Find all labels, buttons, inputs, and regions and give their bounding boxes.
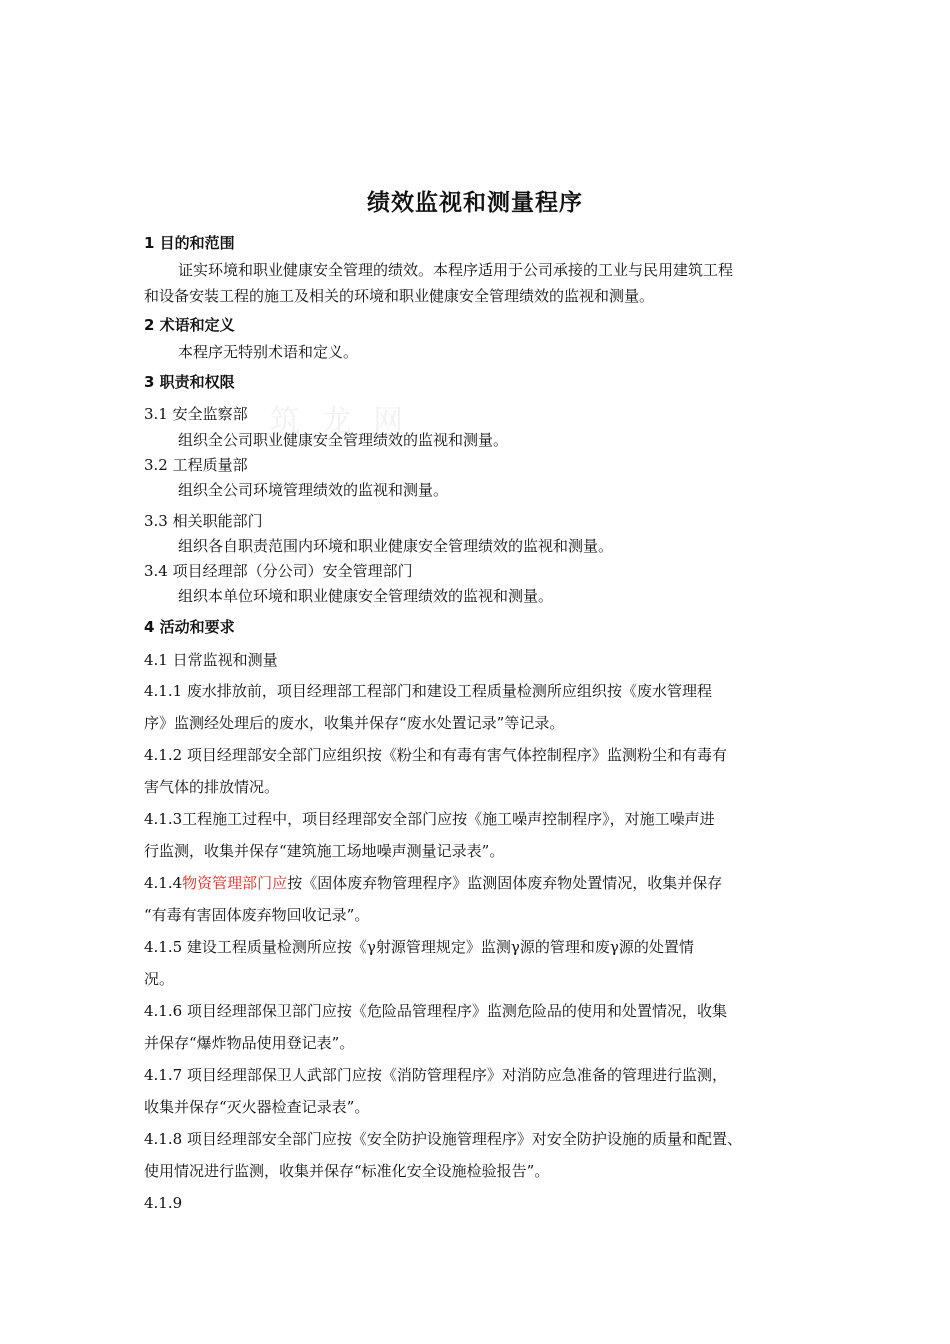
item-4-1-4-number: 4.1.4 bbox=[144, 874, 183, 892]
item-3-4-text: 组织本单位环境和职业健康安全管理绩效的监视和测量。 bbox=[178, 587, 554, 605]
document-title: 绩效监视和测量程序 bbox=[367, 190, 583, 216]
section-1-heading: 1 目的和范围 bbox=[144, 234, 235, 252]
item-4-1-1-line-2: 序》监测经处理后的废水，收集并保存“废水处置记录”等记录。 bbox=[144, 714, 565, 732]
item-4-1-5-line-1: 4.1.5 建设工程质量检测所应按《γ射源管理规定》监测γ源的管理和废γ源的处置情 bbox=[144, 938, 694, 956]
section-2-heading: 2 术语和定义 bbox=[144, 316, 235, 334]
item-4-1-2-line-2: 害气体的排放情况。 bbox=[144, 778, 280, 796]
item-4-1-4-line-2: “有毒有害固体废弃物回收记录”。 bbox=[144, 906, 370, 924]
section-3-heading: 3 职责和权限 bbox=[144, 373, 235, 391]
item-4-1-3-line-2: 行监测，收集并保存“建筑施工场地噪声测量记录表”。 bbox=[144, 842, 505, 860]
subsection-4-1-title: 4.1 日常监视和测量 bbox=[144, 651, 278, 669]
section-4-heading: 4 活动和要求 bbox=[144, 618, 235, 636]
item-4-1-7-line-2: 收集并保存“灭火器检查记录表”。 bbox=[144, 1098, 370, 1116]
item-3-4-title: 3.4 项目经理部（分公司）安全管理部门 bbox=[144, 562, 413, 580]
item-3-1-title: 3.1 安全监察部 bbox=[144, 405, 248, 423]
item-4-1-9: 4.1.9 bbox=[144, 1194, 183, 1212]
item-4-1-4-rest: 按《固体废弃物管理程序》监测固体废弃物处置情况，收集并保存 bbox=[287, 874, 723, 892]
item-3-2-text: 组织全公司环境管理绩效的监视和测量。 bbox=[178, 481, 449, 499]
item-3-2-title: 3.2 工程质量部 bbox=[144, 456, 248, 474]
item-4-1-5-line-2: 况。 bbox=[144, 970, 175, 988]
item-3-3-title: 3.3 相关职能部门 bbox=[144, 512, 263, 530]
section-2-paragraph: 本程序无特别术语和定义。 bbox=[178, 343, 359, 361]
item-4-1-4-line-1 bbox=[144, 873, 722, 893]
item-4-1-8-line-1: 4.1.8 项目经理部安全部门应按《安全防护设施管理程序》对安全防护设施的质量和配置、 bbox=[144, 1130, 742, 1148]
item-4-1-1-line-1: 4.1.1 废水排放前，项目经理部工程部门和建设工程质量检测所应组织按《废水管理程 bbox=[144, 682, 712, 700]
item-4-1-6-line-1: 4.1.6 项目经理部保卫部门应按《危险品管理程序》监测危险品的使用和处置情况，收集 bbox=[144, 1002, 727, 1020]
item-4-1-3-line-1: 4.1.3工程施工过程中，项目经理部安全部门应按《施工噪声控制程序》，对施工噪声进 bbox=[144, 810, 715, 828]
item-4-1-8-line-2: 使用情况进行监测，收集并保存“标准化安全设施检验报告”。 bbox=[144, 1162, 550, 1180]
section-1-paragraph-line-2: 和设备安装工程的施工及相关的环境和职业健康安全管理绩效的监视和测量。 bbox=[144, 287, 655, 305]
item-4-1-2-line-1: 4.1.2 项目经理部安全部门应组织按《粉尘和有毒有害气体控制程序》监测粉尘和有毒有 bbox=[144, 746, 727, 764]
section-1-paragraph-line-1: 证实环境和职业健康安全管理的绩效。本程序适用于公司承接的工业与民用建筑工程 bbox=[178, 261, 734, 279]
watermark: 筑 龙 网 bbox=[270, 404, 410, 439]
item-3-3-text: 组织各自职责范围内环境和职业健康安全管理绩效的监视和测量。 bbox=[178, 537, 614, 555]
item-4-1-7-line-1: 4.1.7 项目经理部保卫人武部门应按《消防管理程序》对消防应急准备的管理进行监测， bbox=[144, 1066, 727, 1084]
item-3-1-text: 组织全公司职业健康安全管理绩效的监视和测量。 bbox=[178, 431, 509, 449]
item-4-1-6-line-2: 并保存“爆炸物品使用登记表”。 bbox=[144, 1034, 355, 1052]
highlighted-department: 物资管理部门应 bbox=[182, 874, 288, 892]
